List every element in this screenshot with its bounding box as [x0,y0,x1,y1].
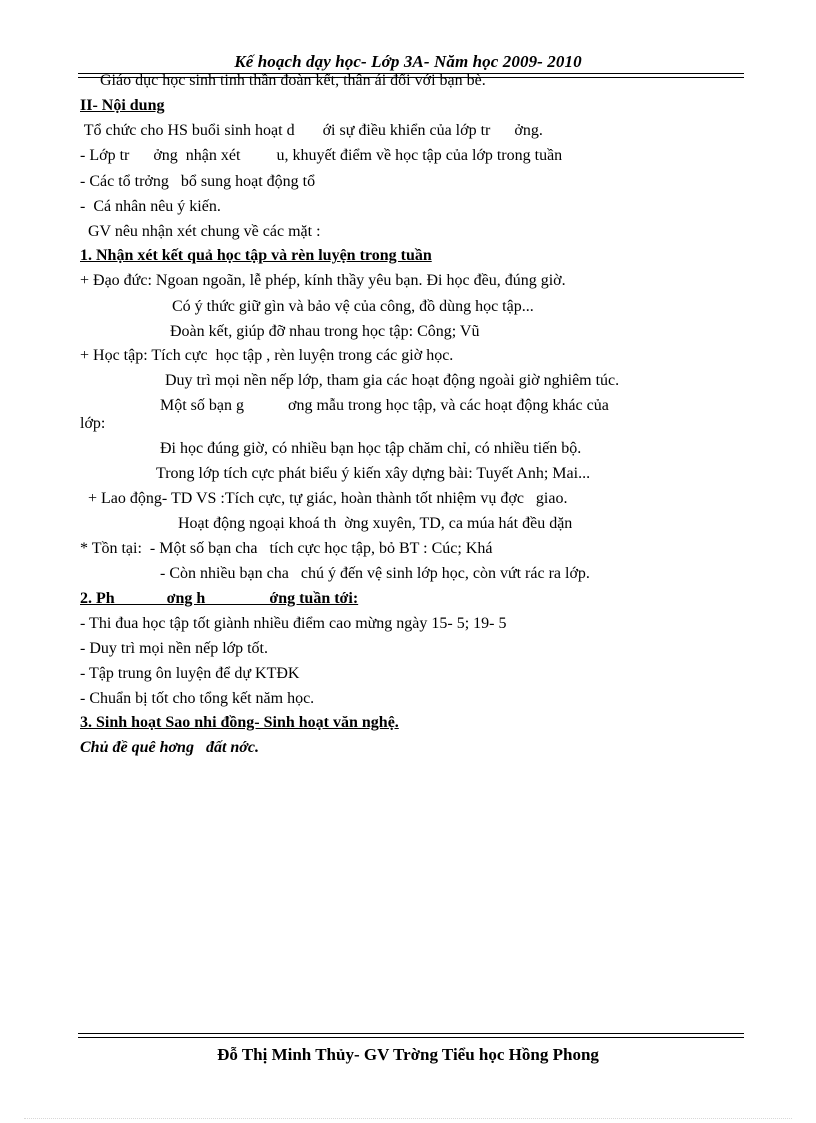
text-line: Có ý thức giữ gìn và bảo vệ của công, đồ dùng học tập... [172,298,534,315]
text-line: Một số bạn g ơng mẫu trong học tập, và các hoạt động khác của [160,397,609,414]
text-line: - Lớp tr ởng nhận xét u, khuyết điểm về học tập của lớp trong tuần [80,147,563,164]
text-line: + Đạo đức: Ngoan ngoãn, lễ phép, kính thầy yêu bạn. Đi học đều, đúng giờ. [80,272,566,289]
section-heading-content: II- Nội dung [80,97,165,114]
text-line: lớp: [80,415,106,432]
text-line: - Cá nhân nêu ý kiến. [80,198,221,215]
text-line: + Lao động- TD VS :Tích cực, tự giác, hoàn thành tốt nhiệm vụ đợc giao. [88,490,568,507]
page-footer: Đỗ Thị Minh Thủy- GV Trờng Tiểu học Hồng Phong [217,1045,599,1064]
text-line: Hoạt động ngoại khoá th ờng xuyên, TD, ca múa hát đều dặn [178,515,573,532]
goal-line: Giáo dục học sinh tinh thần đoàn kết, thân ái đối với bạn bè. [100,72,486,89]
text-line: - Tập trung ôn luyện để dự KTĐK [80,665,300,682]
text-line: Trong lớp tích cực phát biểu ý kiến xây dựng bài: Tuyết Anh; Mai... [156,465,591,482]
text-line: Duy trì mọi nền nếp lớp, tham gia các hoạt động ngoài giờ nghiêm túc. [165,372,620,389]
subheading-next-week: 2. Ph ơng h ớng tuần tới: [80,590,359,607]
text-line: + Học tập: Tích cực học tập , rèn luyện trong các giờ học. [80,347,454,364]
page-bottom-border [24,1118,792,1119]
topic-line: Chủ đề quê hơng đất nớc. [80,739,259,756]
text-line: Đoàn kết, giúp đỡ nhau trong học tập: Công; Vũ [170,323,480,340]
text-line: - Còn nhiều bạn cha chú ý đến vệ sinh lớp học, còn vứt rác ra lớp. [160,565,590,582]
text-line: - Thi đua học tập tốt giành nhiều điểm cao mừng ngày 15- 5; 19- 5 [80,615,507,632]
footer-rule [78,1033,744,1038]
subheading-review: 1. Nhận xét kết quả học tập và rèn luyện trong tuần [80,247,432,264]
text-line: - Chuẩn bị tốt cho tổng kết năm học. [80,690,315,707]
text-line: - Các tổ trởng bổ sung hoạt động tổ [80,173,316,190]
text-line: - Duy trì mọi nền nếp lớp tốt. [80,640,268,657]
text-line: Tổ chức cho HS buổi sinh hoạt d ới sự điều khiển của lớp tr ởng. [80,122,543,139]
text-line: * Tồn tại: - Một số bạn cha tích cực học tập, bỏ BT : Cúc; Khá [80,540,493,557]
subheading-activity: 3. Sinh hoạt Sao nhi đồng- Sinh hoạt văn nghệ. [80,714,399,731]
text-line: Đi học đúng giờ, có nhiều bạn học tập chăm chỉ, có nhiều tiến bộ. [160,440,582,457]
text-line: GV nêu nhận xét chung về các mặt : [84,223,321,240]
page-header-title: Kế hoạch dạy học- Lớp 3A- Năm học 2009- 2010 [234,52,582,71]
